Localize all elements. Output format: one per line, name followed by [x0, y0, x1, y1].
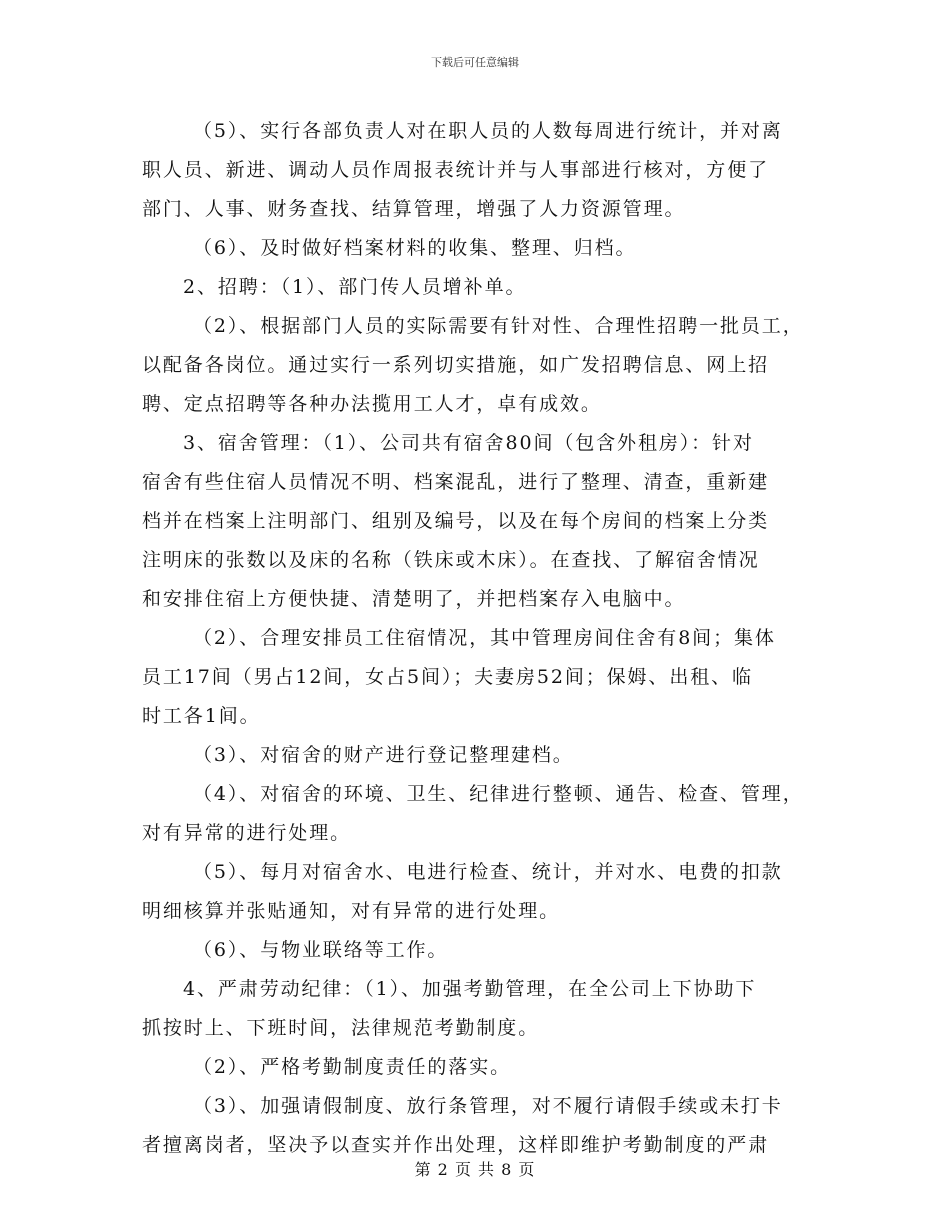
- paragraph-recruitment: [142, 268, 812, 307]
- text-line: （6）、与物业联络等工作。: [193, 939, 449, 961]
- text-line: （2）、合理安排员工住宿情况，其中管理房间住舍有8间；集体: [193, 627, 776, 649]
- page-number-footer: 第 2 页 共 8 页: [414, 1160, 536, 1179]
- paragraph-dormitory-3: [142, 736, 812, 775]
- text-line: （6）、及时做好档案材料的收集、整理、归档。: [193, 237, 637, 259]
- paragraph-discipline-2: [142, 1048, 812, 1087]
- text-line: 宿舍有些住宿人员情况不明、档案混乱，进行了整理、清查，重新建: [142, 471, 770, 493]
- text-line: 者擅离岗者，坚决予以查实并作出处理，这样即维护考勤制度的严肃: [142, 1134, 770, 1156]
- paragraph-6-archive: [142, 229, 812, 268]
- text-line: 2、招聘：（1）、部门传人员增补单。: [183, 276, 527, 298]
- document-body: [142, 112, 812, 1165]
- text-line: 和安排住宿上方便快捷、清楚明了，并把档案存入电脑中。: [142, 588, 686, 610]
- text-line: 抓按时上、下班时间，法律规范考勤制度。: [142, 1017, 540, 1039]
- text-line: 以配备各岗位。通过实行一系列切实措施，如广发招聘信息、网上招: [142, 354, 770, 376]
- text-line: 4、严肃劳动纪律：（1）、加强考勤管理，在全公司上下协助下: [183, 978, 757, 1000]
- text-line: （2）、严格考勤制度责任的落实。: [193, 1056, 511, 1078]
- text-line: 时工各1间。: [142, 705, 261, 727]
- text-line: 3、宿舍管理：（1）、公司共有宿舍80间（包含外租房）：针对: [183, 432, 754, 454]
- text-line: 聘、定点招聘等各种办法揽用工人才，卓有成效。: [142, 393, 602, 415]
- text-line: （2）、根据部门人员的实际需要有针对性、合理性招聘一批员工，: [193, 315, 804, 337]
- text-line: （5）、每月对宿舍水、电进行检查、统计，并对水、电费的扣款: [193, 861, 783, 883]
- text-line: 注明床的张数以及床的名称（铁床或木床）。在查找、了解宿舍情况: [142, 549, 760, 571]
- paragraph-recruitment-2: [142, 307, 812, 424]
- text-line: 明细核算并张贴通知，对有异常的进行处理。: [142, 900, 561, 922]
- text-line: （4）、对宿舍的环境、卫生、纪律进行整顿、通告、检查、管理，: [193, 783, 804, 805]
- text-line: 职人员、新进、调动人员作周报表统计并与人事部进行核对，方便了: [142, 159, 770, 181]
- paragraph-5-stats: [142, 112, 812, 229]
- paragraph-discipline: [142, 970, 812, 1048]
- paragraph-dormitory-2: [142, 619, 812, 736]
- text-line: 对有异常的进行处理。: [142, 822, 352, 844]
- paragraph-discipline-3: [142, 1087, 812, 1165]
- paragraph-dormitory-6: [142, 931, 812, 970]
- text-line: （3）、对宿舍的财产进行登记整理建档。: [193, 744, 574, 766]
- text-line: 档并在档案上注明部门、组别及编号，以及在每个房间的档案上分类: [142, 510, 770, 532]
- text-line: 部门、人事、财务查找、结算管理，增强了人力资源管理。: [142, 198, 686, 220]
- page-header: 下载后可任意编辑: [431, 56, 519, 69]
- paragraph-dormitory-4: [142, 775, 812, 853]
- text-line: （5）、实行各部负责人对在职人员的人数每周进行统计，并对离: [193, 120, 783, 142]
- text-line: （3）、加强请假制度、放行条管理，对不履行请假手续或未打卡: [193, 1095, 783, 1117]
- text-line: 员工17间（男占12间，女占5间）；夫妻房52间；保姆、出租、临: [142, 666, 753, 688]
- paragraph-dormitory-5: [142, 853, 812, 931]
- paragraph-dormitory: [142, 424, 812, 619]
